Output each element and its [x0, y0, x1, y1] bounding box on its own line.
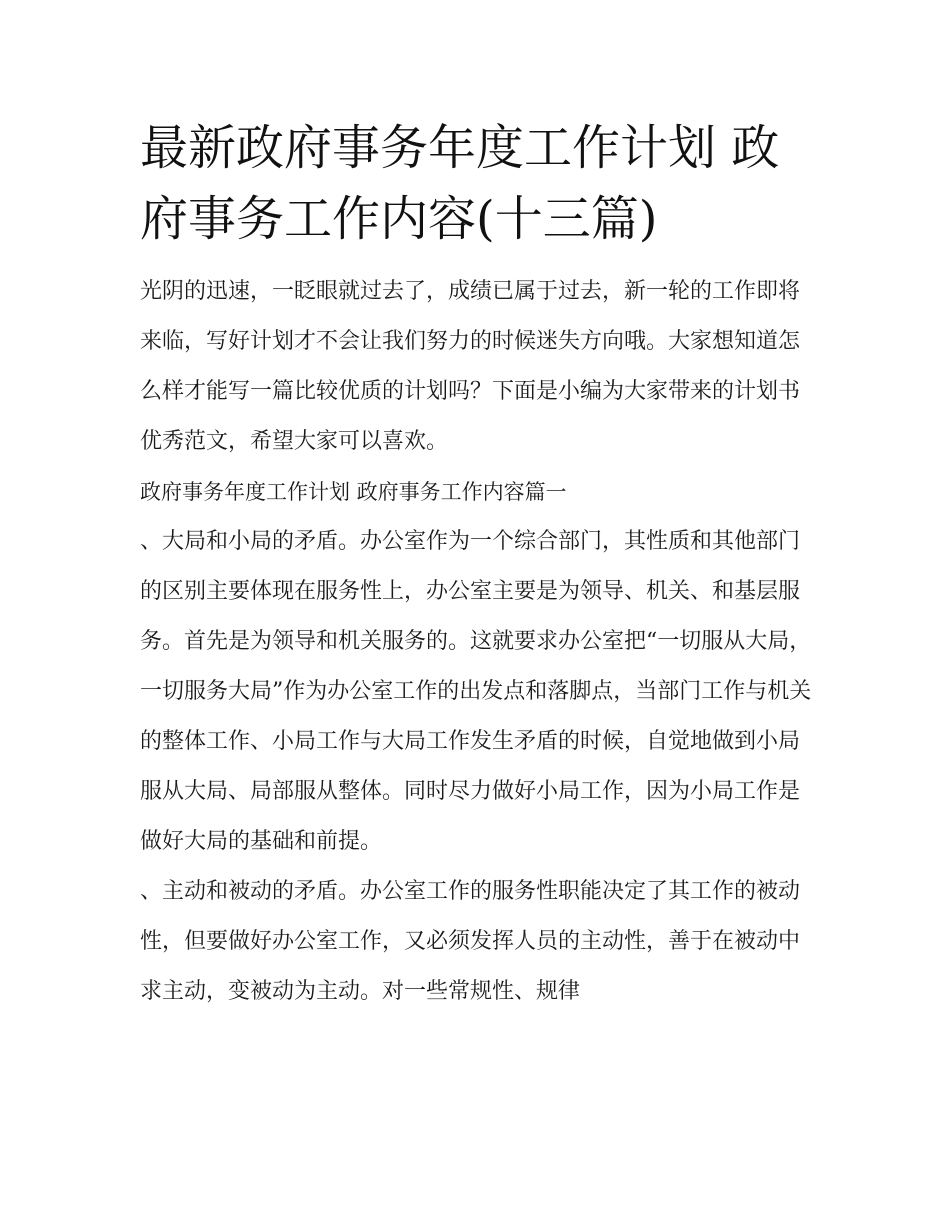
document-body: [140, 267, 812, 1017]
document-title: 最新政府事务年度工作计划 政府事务工作内容(十三篇): [140, 120, 780, 247]
intro-paragraph: 光阴的迅速，一眨眼就过去了，成绩已属于过去，新一轮的工作即将来临，写好计划才不会让我们努力的时候迷失方向哦。大家想知道怎么样才能写一篇比较优质的计划吗？下面是小编为大家带来的计划书优秀范文，希望大家可以喜欢。: [140, 279, 801, 454]
section-heading: 政府事务年度工作计划 政府事务工作内容篇一: [140, 480, 567, 504]
body-paragraph-1: 、大局和小局的矛盾。办公室作为一个综合部门，其性质和其他部门的区别主要体现在服务性上，办公室主要是为领导、机关、和基层服务。首先是为领导和机关服务的。这就要求办公室把“一切服从大局，一切服务大局”作为办公室工作的出发点和落脚点，当部门工作与机关的整体工作、小局工作与大局工作发生矛盾的时候，自觉地做到小局服从大局、局部服从整体。同时尽力做好小局工作，因为小局工作是做好大局的基础和前提。: [140, 529, 812, 854]
document-content: [140, 113, 812, 1017]
body-paragraph-2: 、主动和被动的矛盾。办公室工作的服务性职能决定了其工作的被动性，但要做好办公室工作，又必须发挥人员的主动性，善于在被动中求主动，变被动为主动。对一些常规性、规律: [140, 879, 801, 1004]
